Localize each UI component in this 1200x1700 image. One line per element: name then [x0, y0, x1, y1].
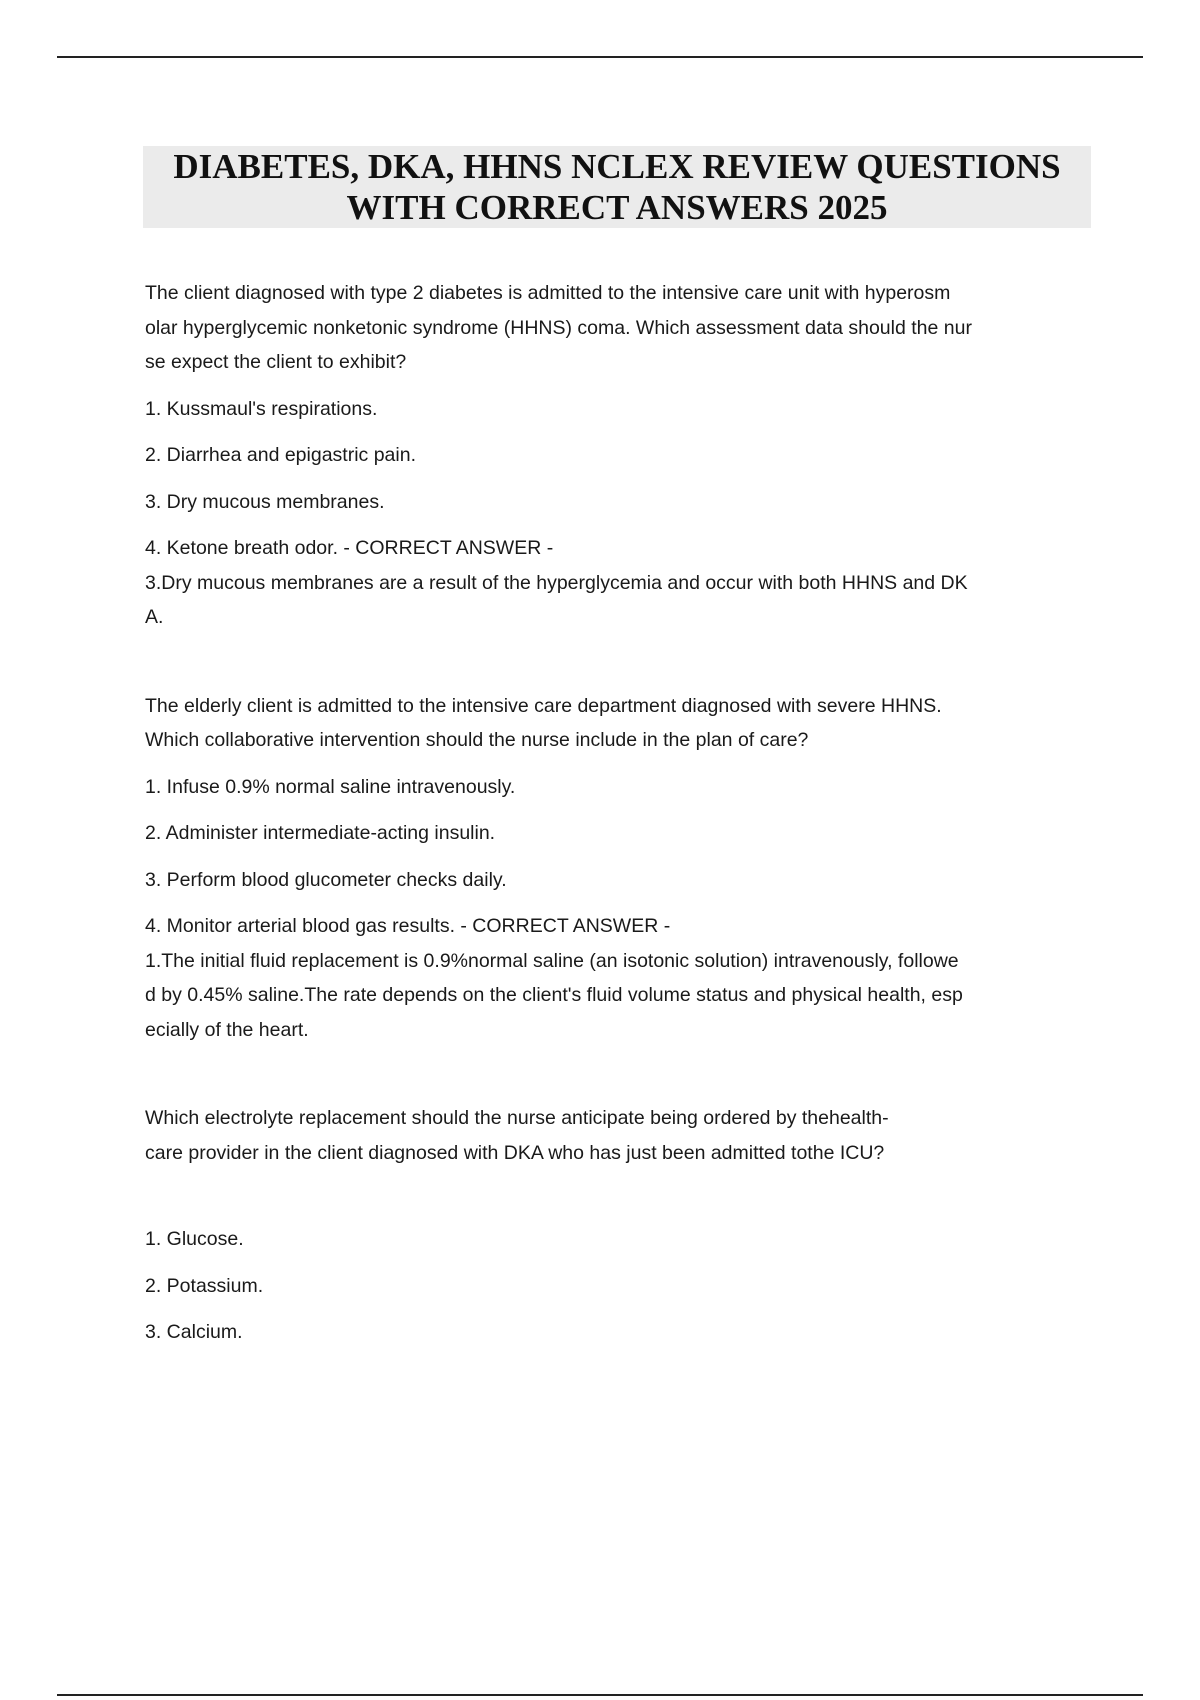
- bottom-divider: [57, 1694, 1143, 1696]
- stem-line: The client diagnosed with type 2 diabetes is admitted to the intensive care unit with hyperosm: [145, 282, 951, 304]
- answer-option: 2. Potassium.: [145, 1274, 264, 1297]
- top-divider: [57, 56, 1143, 58]
- rationale-line: d by 0.45% saline.The rate depends on the client's fluid volume status and physical health, esp: [145, 984, 963, 1006]
- title-line-1: DIABETES, DKA, HHNS NCLEX REVIEW QUESTIONS: [173, 147, 1061, 186]
- question-block-3: [145, 1101, 1095, 1350]
- stem-line: olar hyperglycemic nonketonic syndrome (HHNS) coma. Which assessment data should the nur: [145, 316, 972, 339]
- rationale-line: 1.The initial fluid replacement is 0.9%normal saline (an isotonic solution) intravenously, followe: [145, 949, 959, 972]
- answer-option: 1. Glucose.: [145, 1228, 244, 1250]
- title-line-2: WITH CORRECT ANSWERS 2025: [346, 188, 888, 227]
- answer-option: 1. Infuse 0.9% normal saline intravenously.: [145, 775, 516, 798]
- question-block-2: [145, 689, 1095, 1048]
- stem-line: Which electrolyte replacement should the nurse anticipate being ordered by thehealth-: [145, 1107, 889, 1129]
- question-stem: [145, 276, 1095, 380]
- stem-line: se expect the client to exhibit?: [145, 351, 407, 373]
- document-title: [143, 146, 1091, 228]
- stem-line: The elderly client is admitted to the intensive care department diagnosed with severe HHNS.: [145, 694, 942, 717]
- answer-rationale: [145, 566, 1095, 635]
- answer-option: 2. Administer intermediate-acting insulin.: [145, 822, 496, 844]
- rationale-line: 3.Dry mucous membranes are a result of the hyperglycemia and occur with both HHNS and DK: [145, 571, 968, 594]
- stem-line: care provider in the client diagnosed with DKA who has just been admitted tothe ICU?: [145, 1141, 885, 1164]
- question-stem: [145, 1101, 1095, 1170]
- answer-option: 3. Perform blood glucometer checks daily.: [145, 868, 507, 891]
- answer-option: 1. Kussmaul's respirations.: [145, 397, 378, 420]
- document-body: [145, 276, 1095, 1350]
- answer-option: 4. Ketone breath odor. - CORRECT ANSWER -: [145, 537, 554, 559]
- answer-rationale: [145, 944, 1095, 1048]
- options-group: [145, 1222, 1095, 1350]
- rationale-line: A.: [145, 606, 164, 628]
- stem-line: Which collaborative intervention should the nurse include in the plan of care?: [145, 729, 809, 751]
- rationale-line: ecially of the heart.: [145, 1018, 309, 1041]
- question-block-1: [145, 276, 1095, 635]
- answer-option: 3. Calcium.: [145, 1321, 243, 1343]
- answer-option: 3. Dry mucous membranes.: [145, 490, 385, 513]
- question-stem: [145, 689, 1095, 758]
- answer-option: 4. Monitor arterial blood gas results. - CORRECT ANSWER -: [145, 915, 671, 937]
- answer-option: 2. Diarrhea and epigastric pain.: [145, 444, 416, 466]
